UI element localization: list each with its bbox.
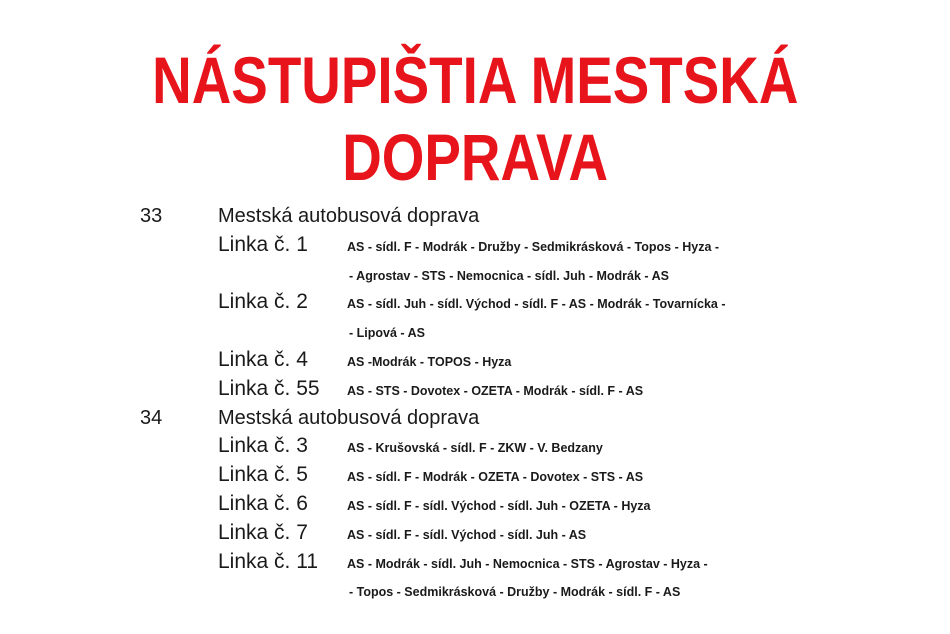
line-label: Linka č. 11 xyxy=(218,549,319,573)
bus-line-row xyxy=(0,577,950,606)
route-text: - Topos - Sedmikrásková - Družby - Modrák - sídl. F - AS xyxy=(349,585,681,600)
section-header xyxy=(0,203,950,232)
platform-number: 33 xyxy=(140,205,163,227)
route-text: AS -Modrák - TOPOS - Hyza xyxy=(347,354,512,369)
route-text: AS - sídl. F - Modrák - Družby - Sedmikrásková - Topos - Hyza - xyxy=(347,239,720,254)
line-label: Linka č. 6 xyxy=(218,491,308,515)
title-text: NÁSTUPIŠTIA MESTSKÁ xyxy=(151,43,799,117)
line-label: Linka č. 7 xyxy=(218,520,308,544)
line-label: Linka č. 1 xyxy=(218,232,308,256)
bus-line-row xyxy=(0,347,950,376)
section-name: Mestská autobusová doprava xyxy=(218,406,480,429)
route-text: AS - sídl. Juh - sídl. Východ - sídl. F - AS - Modrák - Tovarnícka - xyxy=(347,297,726,312)
line-label: Linka č. 55 xyxy=(218,376,320,400)
route-text: AS - sídl. F - sídl. Východ - sídl. Juh - OZETA - Hyza xyxy=(347,498,651,513)
line-label: Linka č. 5 xyxy=(218,463,308,487)
bus-line-row xyxy=(0,261,950,290)
bus-line-row xyxy=(0,462,950,491)
line-label: Linka č. 4 xyxy=(218,347,308,371)
bus-line-row xyxy=(0,491,950,520)
bus-line-row xyxy=(0,318,950,347)
route-text: - Agrostav - STS - Nemocnica - sídl. Juh - Modrák - AS xyxy=(349,268,669,283)
route-text: - Lipová - AS xyxy=(349,326,425,341)
section-name: Mestská autobusová doprava xyxy=(218,205,480,227)
section-header xyxy=(0,405,950,434)
line-label: Linka č. 2 xyxy=(218,290,308,314)
title-text: DOPRAVA xyxy=(342,120,608,194)
bus-line-row xyxy=(0,376,950,405)
bus-line-row xyxy=(0,289,950,318)
page-title-line-2 xyxy=(0,120,950,194)
bus-line-row xyxy=(0,520,950,549)
platform-number: 34 xyxy=(140,406,163,429)
route-text: AS - sídl. F - sídl. Východ - sídl. Juh - AS xyxy=(347,527,587,542)
bus-line-row xyxy=(0,549,950,578)
platform-list xyxy=(0,203,950,606)
bus-line-row xyxy=(0,232,950,261)
route-text: AS - STS - Dovotex - OZETA - Modrák - sídl. F - AS xyxy=(347,383,644,398)
page-title-line-1 xyxy=(0,43,950,117)
route-text: AS - sídl. F - Modrák - OZETA - Dovotex - STS - AS xyxy=(347,470,644,485)
bus-line-row xyxy=(0,433,950,462)
route-text: AS - Modrák - sídl. Juh - Nemocnica - STS - Agrostav - Hyza - xyxy=(347,556,708,571)
route-text: AS - Krušovská - sídl. F - ZKW - V. Bedzany xyxy=(347,441,603,456)
line-label: Linka č. 3 xyxy=(218,434,308,458)
